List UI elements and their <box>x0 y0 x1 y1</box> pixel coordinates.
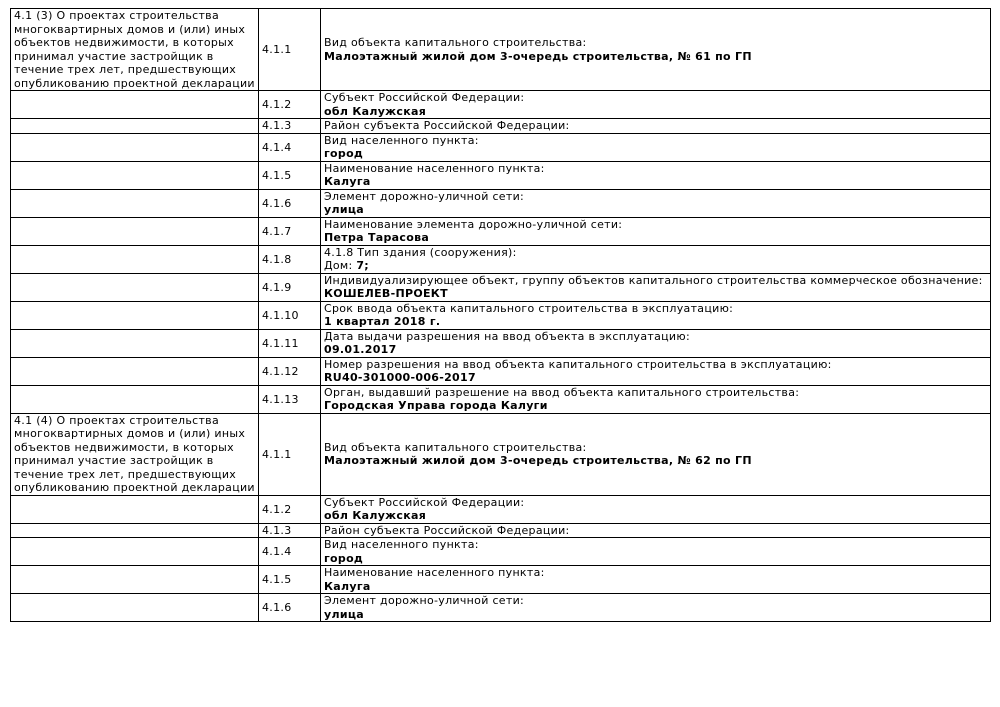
row-label: Субъект Российской Федерации: <box>324 495 525 509</box>
row-content <box>321 119 991 134</box>
row-code: 4.1.8 <box>259 245 321 273</box>
table-row <box>11 217 991 245</box>
row-code: 4.1.3 <box>259 119 321 134</box>
row-content <box>321 133 991 161</box>
table-row <box>11 301 991 329</box>
row-value <box>324 343 987 357</box>
row-content <box>321 495 991 523</box>
row-value <box>324 175 987 189</box>
project-declaration-table-body <box>11 9 991 622</box>
row-label: Субъект Российской Федерации: <box>324 91 525 104</box>
table-row <box>11 189 991 217</box>
section-description-empty-cell <box>11 523 259 538</box>
row-value <box>324 608 987 622</box>
row-code: 4.1.5 <box>259 566 321 594</box>
row-label: Индивидуализирующее объект, группу объектов капитального строительства коммерческое обозначение: <box>324 273 983 287</box>
section-description-empty-cell <box>11 161 259 189</box>
section-description-empty-cell <box>11 357 259 385</box>
row-code: 4.1.5 <box>259 161 321 189</box>
row-value-bold: обл Калужская <box>324 104 427 118</box>
row-label: Наименование населенного пункта: <box>324 161 545 175</box>
row-content <box>321 385 991 413</box>
row-label: Вид объекта капитального строительства: <box>324 440 587 454</box>
row-value <box>324 259 987 273</box>
row-code: 4.1.1 <box>259 9 321 91</box>
row-value-bold: КОШЕЛЕВ-ПРОЕКТ <box>324 287 448 300</box>
row-code: 4.1.4 <box>259 538 321 566</box>
table-row <box>11 566 991 594</box>
row-code: 4.1.12 <box>259 357 321 385</box>
row-code: 4.1.3 <box>259 523 321 538</box>
section-description-empty-cell <box>11 273 259 301</box>
row-code: 4.1.10 <box>259 301 321 329</box>
table-row <box>11 133 991 161</box>
row-value-bold: улица <box>324 203 365 216</box>
table-row <box>11 357 991 385</box>
row-label: Вид населенного пункта: <box>324 538 479 551</box>
row-value <box>324 315 987 329</box>
row-content <box>321 91 991 119</box>
table-row <box>11 385 991 413</box>
row-content <box>321 538 991 566</box>
row-label: Элемент дорожно-уличной сети: <box>324 594 525 607</box>
table-row <box>11 495 991 523</box>
row-label: Дата выдачи разрешения на ввод объекта в эксплуатацию: <box>324 329 690 343</box>
row-value-bold: город <box>324 147 364 160</box>
row-label: Номер разрешения на ввод объекта капитального строительства в эксплуатацию: <box>324 357 832 371</box>
row-value-bold: Городская Управа города Калуги <box>324 399 548 412</box>
row-content <box>321 273 991 301</box>
section-description: 4.1 (3) О проектах строительства многоквартирных домов и (или) иных объектов недвижимости, в которых принимал участие застройщик в течение трех лет, предшествующих опубликованию проектной декларации <box>11 9 259 91</box>
row-content <box>321 161 991 189</box>
row-value-bold: 09.01.2017 <box>324 343 397 356</box>
row-value-bold: 7; <box>356 259 369 272</box>
row-content <box>321 357 991 385</box>
row-label: Район субъекта Российской Федерации: <box>324 523 570 537</box>
row-value-bold: улица <box>324 607 365 621</box>
section-description-empty-cell <box>11 245 259 273</box>
row-label: Элемент дорожно-уличной сети: <box>324 189 525 203</box>
row-value <box>324 371 987 385</box>
row-value-bold: Малоэтажный жилой дом 3-очередь строительства, № 61 по ГП <box>324 49 752 63</box>
table-row <box>11 161 991 189</box>
table-row <box>11 329 991 357</box>
row-code: 4.1.9 <box>259 273 321 301</box>
row-label: Вид объекта капитального строительства: <box>324 36 587 49</box>
row-value-bold: 1 квартал 2018 г. <box>324 315 441 328</box>
section-description-empty-cell <box>11 385 259 413</box>
row-value-bold: RU40-301000-006-2017 <box>324 371 476 384</box>
section-description-empty-cell <box>11 594 259 622</box>
table-row <box>11 119 991 134</box>
row-label: Срок ввода объекта капитального строительства в эксплуатацию: <box>324 301 734 315</box>
section-description-empty-cell <box>11 133 259 161</box>
row-value-bold: Петра Тарасова <box>324 231 430 244</box>
section-description-empty-cell <box>11 217 259 245</box>
section-description-empty-cell <box>11 566 259 594</box>
section-description-empty-cell <box>11 91 259 119</box>
table-row <box>11 9 991 91</box>
row-value <box>324 231 987 245</box>
table-row <box>11 523 991 538</box>
section-description-empty-cell <box>11 495 259 523</box>
section-description: 4.1 (4) О проектах строительства многоквартирных домов и (или) иных объектов недвижимости, в которых принимал участие застройщик в течение трех лет, предшествующих опубликованию проектной декларации <box>11 413 259 495</box>
row-code: 4.1.6 <box>259 594 321 622</box>
row-code: 4.1.2 <box>259 495 321 523</box>
row-content <box>321 217 991 245</box>
row-code: 4.1.13 <box>259 385 321 413</box>
row-value <box>324 203 987 217</box>
table-row <box>11 91 991 119</box>
row-value <box>324 50 987 64</box>
table-row <box>11 538 991 566</box>
table-row <box>11 594 991 622</box>
row-content <box>321 9 991 91</box>
row-value <box>324 105 987 119</box>
row-label: Наименование населенного пункта: <box>324 566 545 579</box>
row-content <box>321 594 991 622</box>
row-value-prefix: Дом: <box>324 259 357 272</box>
row-value-bold: Калуга <box>324 175 371 188</box>
row-label: 4.1.8 Тип здания (сооружения): <box>324 245 517 259</box>
row-value <box>324 552 987 566</box>
project-declaration-table <box>10 8 991 622</box>
row-value <box>324 509 987 523</box>
row-content <box>321 413 991 495</box>
section-description-empty-cell <box>11 329 259 357</box>
row-content <box>321 523 991 538</box>
section-description-empty-cell <box>11 189 259 217</box>
section-description-empty-cell <box>11 538 259 566</box>
row-label: Орган, выдавший разрешение на ввод объекта капитального строительства: <box>324 385 800 399</box>
row-value <box>324 147 987 161</box>
row-code: 4.1.11 <box>259 329 321 357</box>
row-content <box>321 301 991 329</box>
row-value <box>324 399 987 413</box>
table-row <box>11 273 991 301</box>
row-value <box>324 454 987 468</box>
row-content <box>321 189 991 217</box>
table-row <box>11 413 991 495</box>
row-content <box>321 245 991 273</box>
row-content <box>321 329 991 357</box>
section-description-empty-cell <box>11 301 259 329</box>
row-label: Район субъекта Российской Федерации: <box>324 119 570 132</box>
row-value-bold: обл Калужская <box>324 509 427 522</box>
row-value-bold: Малоэтажный жилой дом 3-очередь строительства, № 62 по ГП <box>324 454 752 467</box>
row-value <box>324 580 987 594</box>
row-value-bold: Калуга <box>324 579 371 593</box>
row-label: Вид населенного пункта: <box>324 133 479 147</box>
row-code: 4.1.2 <box>259 91 321 119</box>
row-value-bold: город <box>324 551 364 565</box>
row-code: 4.1.4 <box>259 133 321 161</box>
row-value <box>324 287 987 301</box>
row-label: Наименование элемента дорожно-уличной сети: <box>324 217 623 231</box>
row-content <box>321 566 991 594</box>
table-row <box>11 245 991 273</box>
row-code: 4.1.1 <box>259 413 321 495</box>
row-code: 4.1.7 <box>259 217 321 245</box>
section-description-empty-cell <box>11 119 259 134</box>
row-code: 4.1.6 <box>259 189 321 217</box>
